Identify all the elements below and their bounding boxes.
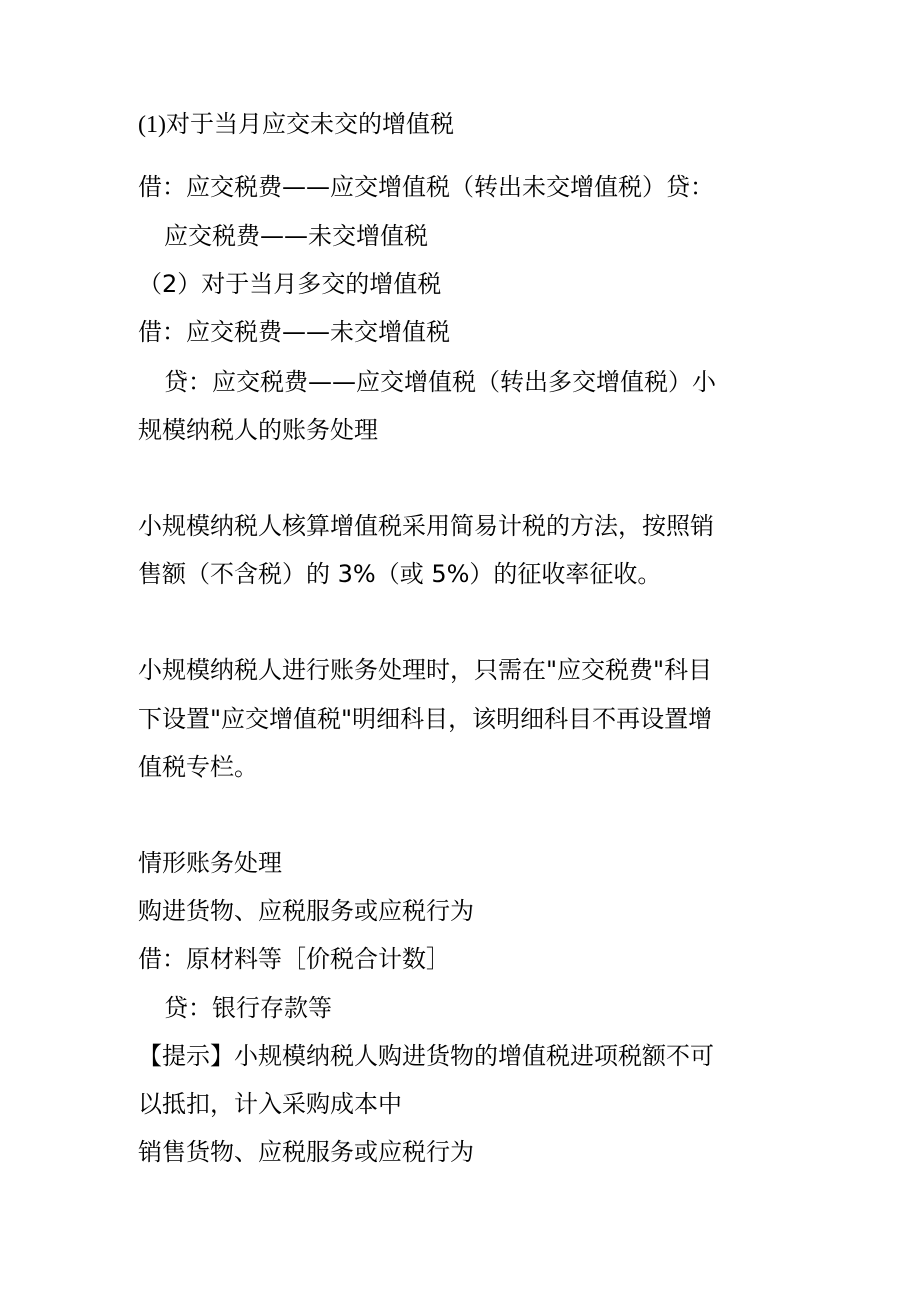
text-line-6: 贷：应交税费——应交增值税（转出多交增值税）小 bbox=[164, 368, 716, 396]
text-line-7: 规模纳税人的账务处理 bbox=[138, 416, 378, 444]
text-line-2: 借：应交税费——应交增值税（转出未交增值税）贷： bbox=[138, 173, 714, 201]
text-line-12: 值税专栏。 bbox=[138, 753, 258, 781]
text-line-15: 借：原材料等［价税合计数］ bbox=[138, 945, 450, 973]
text-line-10: 小规模纳税人进行账务处理时，只需在"应交税费"科目 bbox=[138, 656, 713, 684]
text-line-18: 以抵扣，计入采购成本中 bbox=[138, 1090, 402, 1118]
text-line-19: 销售货物、应税服务或应税行为 bbox=[138, 1138, 474, 1166]
text-line-3: 应交税费——未交增值税 bbox=[164, 222, 428, 250]
text-line-16: 贷：银行存款等 bbox=[164, 994, 332, 1022]
text-line-13: 情形账务处理 bbox=[138, 849, 282, 877]
text-line-9: 售额（不含税）的 3%（或 5%）的征收率征收。 bbox=[138, 560, 662, 588]
text-line-14: 购进货物、应税服务或应税行为 bbox=[138, 897, 474, 925]
text-line-1: (1)对于当月应交未交的增值税 bbox=[138, 112, 454, 138]
text-line-11: 下设置"应交增值税"明细科目，该明细科目不再设置增 bbox=[138, 705, 713, 733]
text-line-17: 【提示】小规模纳税人购进货物的增值税进项税额不可 bbox=[138, 1042, 714, 1070]
text-line-4: （2）对于当月多交的增值税 bbox=[138, 270, 442, 298]
text-line-8: 小规模纳税人核算增值税采用简易计税的方法，按照销 bbox=[138, 512, 714, 540]
text-line-5: 借：应交税费——未交增值税 bbox=[138, 318, 450, 346]
